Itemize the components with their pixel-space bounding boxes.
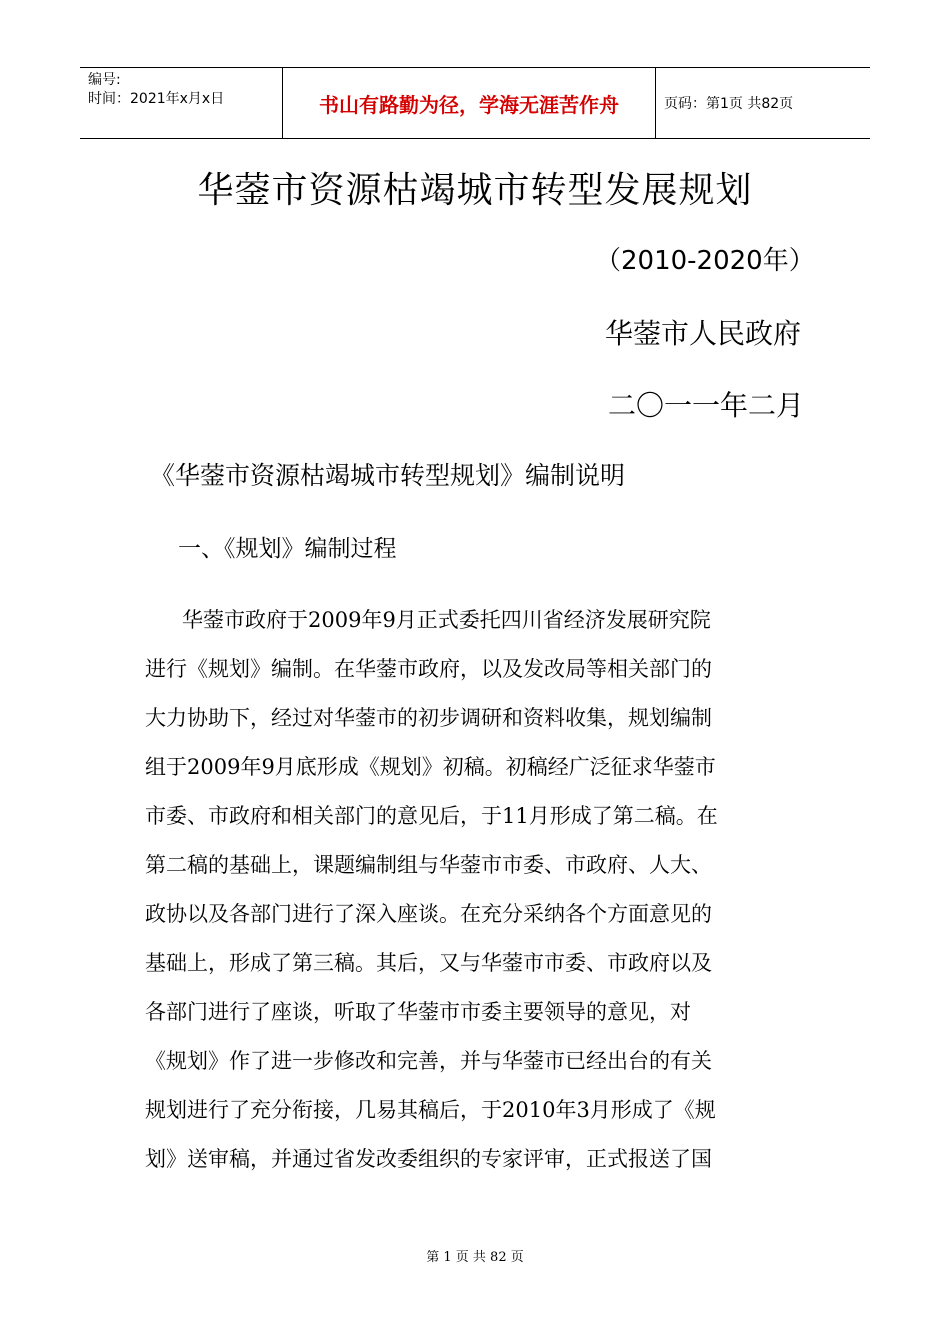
document-title: 华蓥市资源枯竭城市转型发展规划 xyxy=(197,170,753,211)
paragraph-line: 第二稿的基础上，课题编制组与华蓥市市委、市政府、人大、 xyxy=(145,853,712,877)
page-header xyxy=(80,67,870,139)
paragraph-line: 各部门进行了座谈，听取了华蓥市市委主要领导的意见，对 xyxy=(145,1000,691,1024)
time-label: 时间：2021年x月x日 xyxy=(88,91,225,107)
body-paragraph xyxy=(145,596,805,1184)
document-years: （2010-2020年） xyxy=(595,246,815,276)
section-heading: 一、《规划》编制过程 xyxy=(178,536,397,562)
paragraph-line: 市委、市政府和相关部门的意见后，于11月形成了第二稿。在 xyxy=(145,804,718,828)
document-organization: 华蓥市人民政府 xyxy=(605,317,802,350)
number-label: 编号: xyxy=(88,72,121,88)
paragraph-line: 大力协助下，经过对华蓥市的初步调研和资料收集，规划编制 xyxy=(145,706,712,730)
paragraph-line: 政协以及各部门进行了深入座谈。在充分采纳各个方面意见的 xyxy=(145,902,712,926)
header-motto: 书山有路勤为径，学海无涯苦作舟 xyxy=(282,68,656,138)
document-date: 二〇一一年二月 xyxy=(608,389,805,422)
header-meta xyxy=(80,68,282,138)
paragraph-line: 基础上，形成了第三稿。其后，又与华蓥市市委、市政府以及 xyxy=(145,951,712,975)
paragraph-line: 划》送审稿，并通过省发改委组织的专家评审，正式报送了国 xyxy=(145,1147,712,1171)
paragraph-line: 组于2009年9月底形成《规划》初稿。初稿经广泛征求华蓥市 xyxy=(145,755,716,779)
paragraph-line: 华蓥市政府于2009年9月正式委托四川省经济发展研究院 xyxy=(182,608,711,632)
paragraph-line: 进行《规划》编制。在华蓥市政府，以及发改局等相关部门的 xyxy=(145,657,712,681)
document-heading: 《华蓥市资源枯竭城市转型规划》编制说明 xyxy=(150,461,626,490)
header-page-info: 页码：第1页 共82页 xyxy=(664,96,794,112)
paragraph-line: 规划进行了充分衔接，几易其稿后，于2010年3月形成了《规 xyxy=(145,1098,716,1122)
page-footer: 第 1 页 共 82 页 xyxy=(426,1250,524,1265)
paragraph-line: 《规划》作了进一步修改和完善，并与华蓥市已经出台的有关 xyxy=(145,1049,712,1073)
